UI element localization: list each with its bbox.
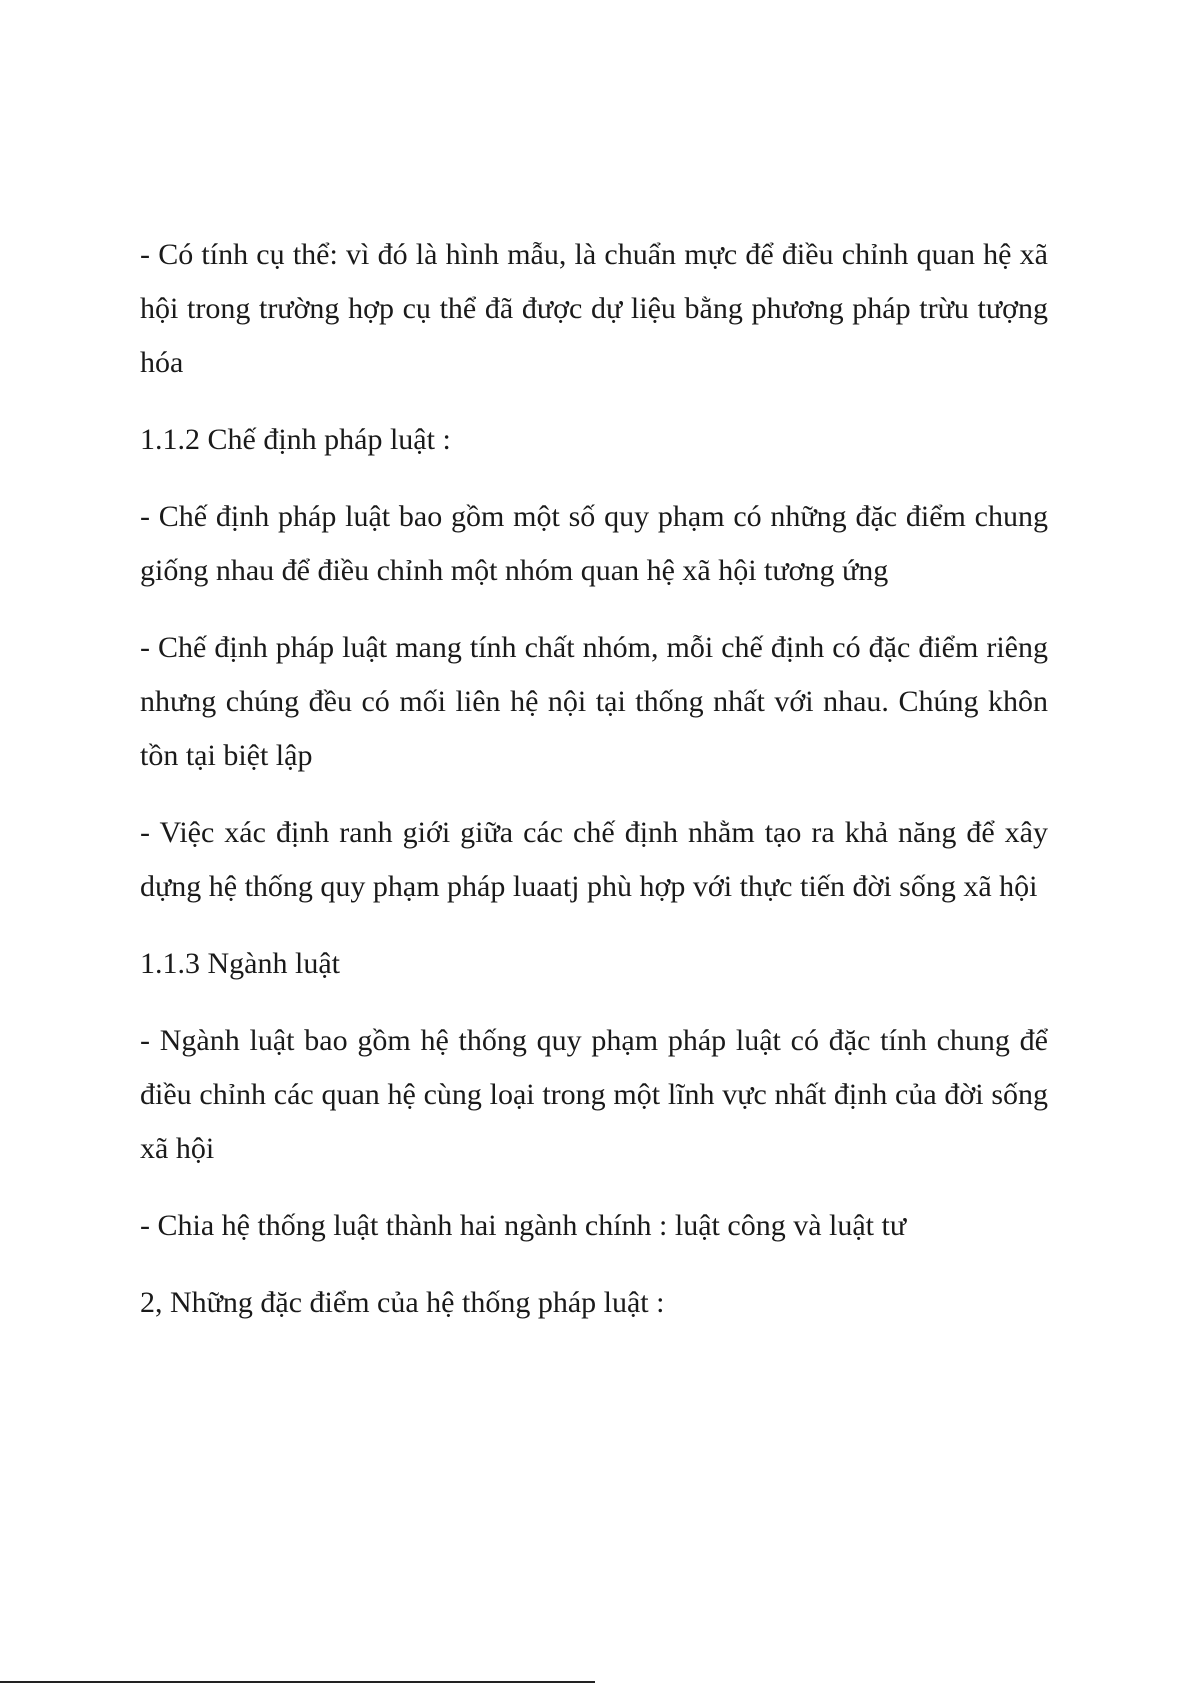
document-page [140, 228, 1048, 1330]
footnote-divider [0, 1681, 595, 1683]
section-heading: 1.1.2 Chế định pháp luật : [140, 423, 451, 456]
bullet-paragraph: - Có tính cụ thể: vì đó là hình mẫu, là chuẩn mực để điều chỉnh quan hệ xã hội trong trường hợp cụ thể đã được dự liệu bằng phương pháp trừu tượng hóa [140, 238, 1048, 379]
section-heading: 2, Những đặc điểm của hệ thống pháp luật : [140, 1286, 665, 1319]
bullet-paragraph: - Ngành luật bao gồm hệ thống quy phạm pháp luật có đặc tính chung để điều chỉnh các quan hệ cùng loại trong một lĩnh vực nhất định của đời sống xã hội [140, 1024, 1048, 1165]
bullet-paragraph: - Chế định pháp luật bao gồm một số quy phạm có những đặc điểm chung giống nhau để điều chỉnh một nhóm quan hệ xã hội tương ứng [140, 500, 1048, 587]
bullet-paragraph: - Chế định pháp luật mang tính chất nhóm, mỗi chế định có đặc điểm riêng nhưng chúng đều có mối liên hệ nội tại thống nhất với nhau. Chúng khôn tồn tại biệt lập [140, 631, 1048, 772]
bullet-paragraph: - Chia hệ thống luật thành hai ngành chính : luật công và luật tư [140, 1209, 907, 1242]
section-heading: 1.1.3 Ngành luật [140, 947, 340, 980]
bullet-paragraph: - Việc xác định ranh giới giữa các chế định nhằm tạo ra khả năng để xây dựng hệ thống quy phạm pháp luaatj phù hợp với thực tiến đời sống xã hội [140, 816, 1048, 903]
